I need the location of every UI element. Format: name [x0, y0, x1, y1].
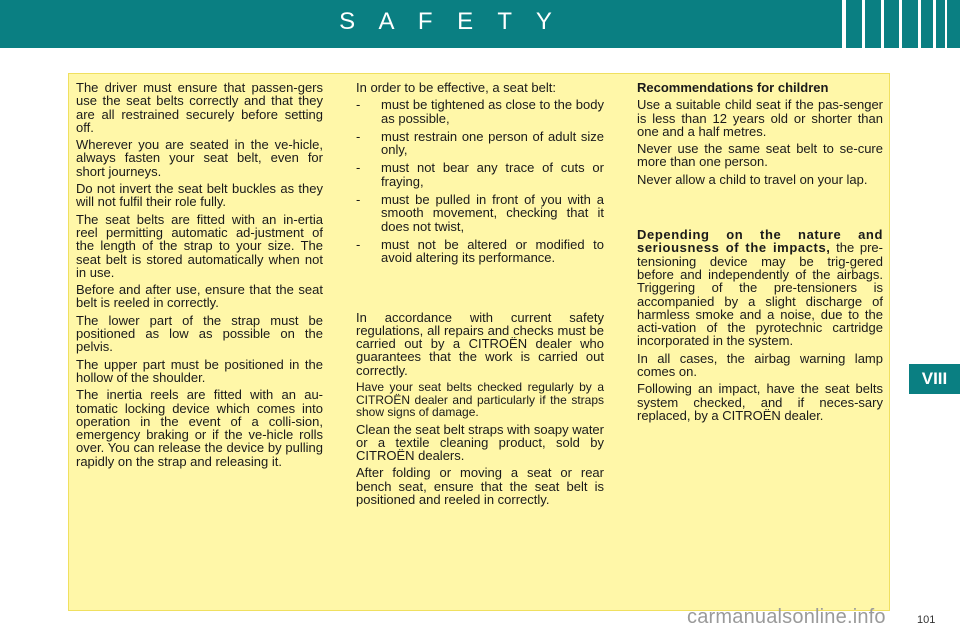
column-3	[637, 81, 883, 426]
paragraph: Never allow a child to travel on your lap.	[637, 171, 868, 187]
header-stripe-3	[881, 0, 884, 48]
paragraph: Before and after use, ensure that the seat belt is reeled in correctly.	[76, 282, 323, 311]
list-item-text: must restrain one person of adult size only,	[381, 128, 604, 158]
paragraph: In all cases, the airbag warning lamp comes on.	[637, 350, 883, 380]
dash-mark: -	[356, 236, 361, 252]
list-item-text: must be tightened as close to the body as possible,	[381, 97, 604, 126]
list-item	[356, 193, 604, 233]
seat-belt-intro: In order to be effective, a seat belt:	[356, 80, 556, 95]
paragraph: The lower part of the strap must be positioned as low as possible on the pelvis.	[76, 312, 323, 355]
list-item-text: must not bear any trace of cuts or fraying,	[381, 160, 604, 189]
dash-mark: -	[356, 97, 361, 113]
paragraph: Following an impact, have the seat belts system checked, and if neces-sary replaced, by a CITROËN dealer.	[637, 381, 883, 423]
list-item	[356, 238, 604, 265]
column-1	[76, 81, 323, 472]
dash-mark: -	[356, 192, 361, 208]
page-title: S A F E T Y	[339, 8, 561, 35]
paragraph: Wherever you are seated in the ve-hicle, always fasten your seat belt, even for short journeys.	[76, 137, 323, 179]
column-2	[356, 81, 604, 510]
dash-mark: -	[356, 128, 361, 144]
list-item-text: must be pulled in front of you with a smooth movement, checking that it does not twist,	[381, 192, 604, 234]
list-item	[356, 161, 604, 188]
paragraph	[637, 228, 883, 348]
list-item	[356, 98, 604, 125]
list-item	[356, 130, 604, 157]
watermark: carmanualsonline.info	[687, 606, 886, 628]
paragraph: Never use the same seat belt to se-cure more than one person.	[637, 141, 883, 170]
paragraph: The inertia reels are fitted with an au-tomatic locking device which comes into operation in the event of a colli-sion, emergency braking or if the ve-hicle rolls over. You can release the device by pulling rapidly on the strap and releasing it.	[76, 387, 323, 469]
header-stripe-7	[945, 0, 947, 48]
header-stripe-4	[899, 0, 902, 48]
seat-belt-list	[356, 98, 604, 264]
paragraph: The seat belts are fitted with an in-ertia reel permitting automatic ad-justment of the length of the strap to your size. The seat belt is stored automatically when not in use.	[76, 211, 323, 280]
page-number: 101	[917, 614, 936, 626]
paragraph: After folding or moving a seat or rear bench seat, ensure that the seat belt is positioned and reeled in correctly.	[356, 465, 604, 508]
paragraph: Clean the seat belt straps with soapy water or a textile cleaning product, sold by CITROËN dealers.	[356, 421, 604, 464]
chapter-tab: VIII	[909, 364, 960, 394]
paragraph: The driver must ensure that passen-gers use the seat belts correctly and that they are all restrained securely before setting off.	[76, 80, 323, 135]
pretensioner-lead: Depending on the nature and seriousness of the impacts,	[637, 227, 883, 256]
list-item-text: must not be altered or modified to avoid altering its performance.	[381, 236, 604, 266]
paragraph: Use a suitable child seat if the pas-senger is less than 12 years old or shorter than one and a half metres.	[637, 97, 883, 139]
header-bar	[0, 0, 960, 48]
spacer	[356, 270, 604, 311]
paragraph: The upper part must be positioned in the hollow of the shoulder.	[76, 356, 323, 385]
header-stripe-6	[933, 0, 936, 48]
paragraph: Do not invert the seat belt buckles as they will not fulfil their role fully.	[76, 181, 323, 210]
dash-mark: -	[356, 160, 361, 176]
header-stripe-5	[918, 0, 921, 48]
paragraph: Have your seat belts checked regularly by a CITROËN dealer and particularly if the straps show signs of damage.	[356, 380, 604, 420]
header-stripe-2	[862, 0, 865, 48]
spacer	[637, 190, 883, 228]
paragraph: In accordance with current safety regulations, all repairs and checks must be carried out by a CITROËN dealer who guarantees that the work is carried out correctly.	[356, 309, 604, 378]
pretensioner-text: the pre-tensioning device may be trig-gered before and independently of the airbags. Triggering of the pre-tensioners is accompanied by a slight discharge of harmless smoke and a noise, due to the acti-vation of the pyrotechnic cartridge incorporated in the system.	[637, 240, 883, 349]
children-heading: Recommendations for children	[637, 80, 829, 95]
header-stripe-1	[842, 0, 846, 48]
